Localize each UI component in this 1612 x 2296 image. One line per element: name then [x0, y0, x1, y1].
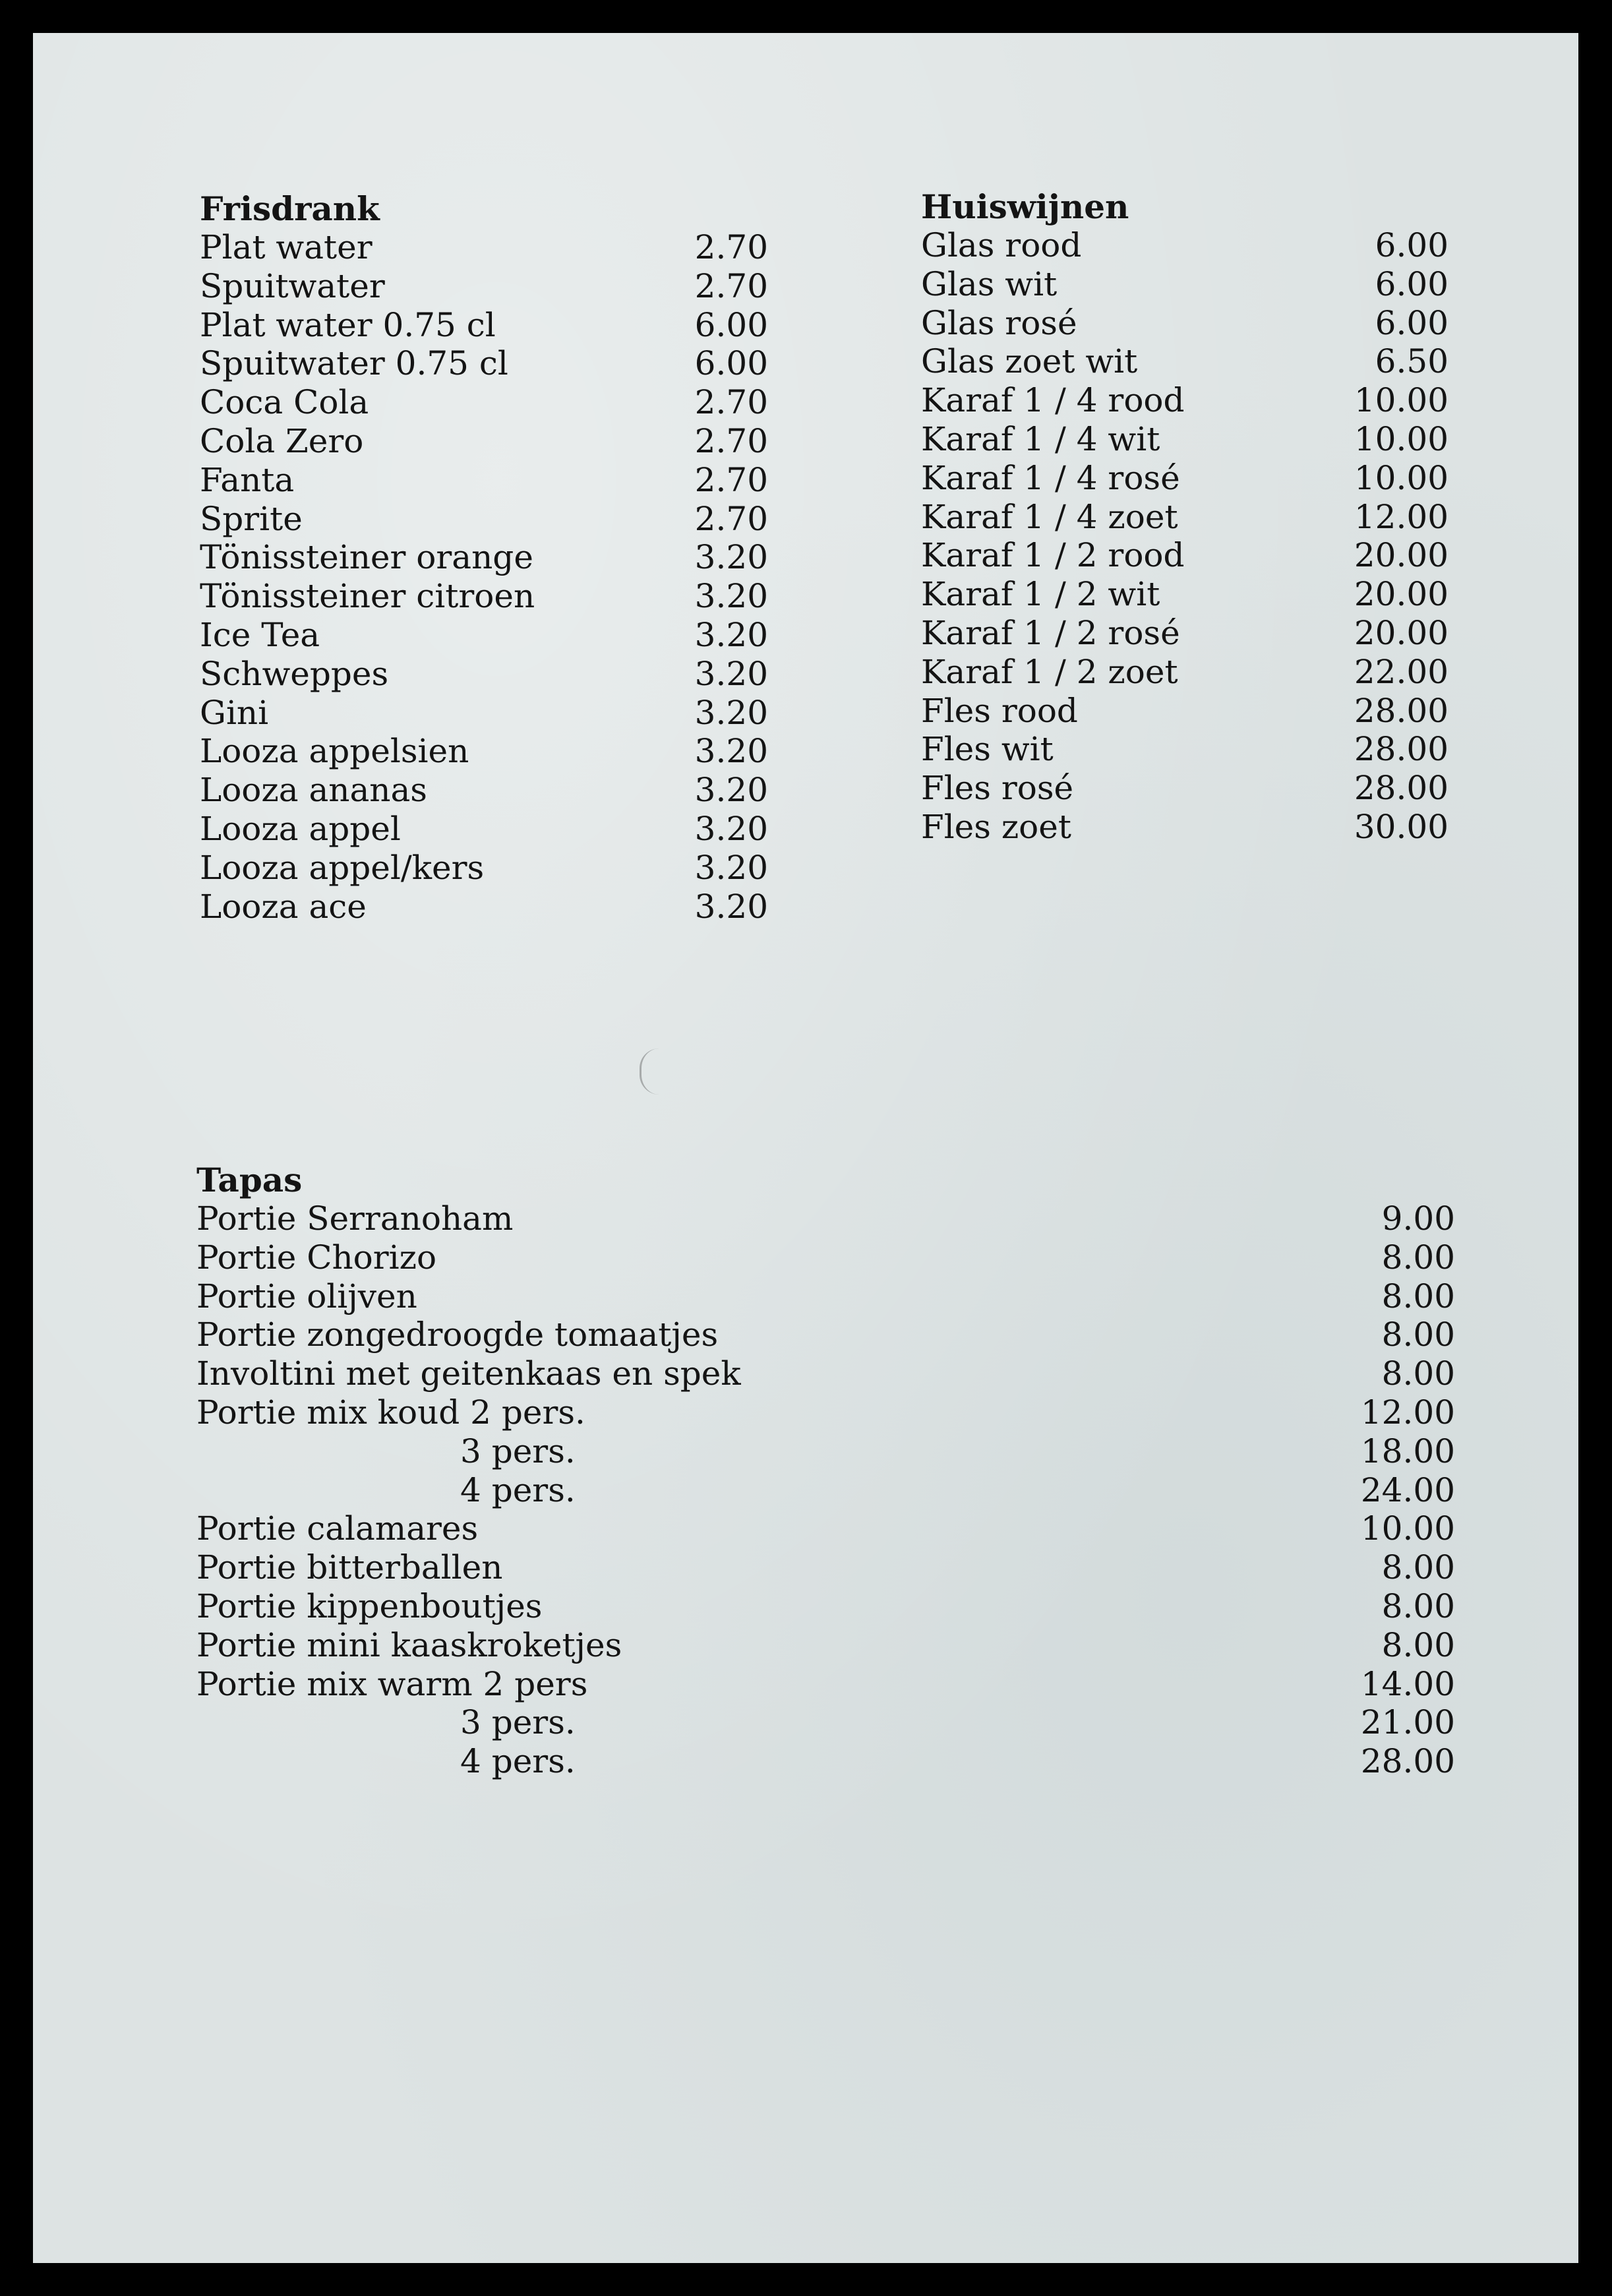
huiswijnen-list	[921, 226, 1448, 847]
item-name: Portie Chorizo	[196, 1238, 437, 1277]
item-price: 3.20	[694, 538, 768, 577]
item-name: Karaf 1 / 2 wit	[921, 575, 1160, 614]
item-name: 4 pers.	[460, 1742, 576, 1781]
item-name: Fles wit	[921, 730, 1054, 769]
frisdrank-item	[200, 888, 768, 926]
huiswijnen-item	[921, 420, 1448, 459]
item-name: 3 pers.	[460, 1432, 576, 1470]
item-price: 6.00	[694, 305, 768, 344]
huiswijnen-item	[921, 226, 1448, 265]
tapas-list	[196, 1199, 1455, 1781]
item-name: Schweppes	[200, 654, 389, 693]
item-name: Karaf 1 / 2 rosé	[921, 613, 1180, 652]
item-name: Involtini met geitenkaas en spek	[196, 1354, 741, 1393]
tapas-item	[196, 1432, 1455, 1471]
item-name: Portie mix koud 2 pers.	[196, 1393, 585, 1432]
item-price: 8.00	[1381, 1238, 1455, 1277]
item-price: 28.00	[1354, 730, 1448, 769]
item-name: Looza ace	[200, 887, 367, 926]
tapas-item	[196, 1587, 1455, 1626]
frisdrank-item	[200, 422, 768, 461]
item-name: Glas zoet wit	[921, 342, 1138, 381]
item-price: 24.00	[1360, 1470, 1455, 1509]
item-price: 20.00	[1354, 613, 1448, 652]
item-name: 4 pers.	[460, 1470, 576, 1509]
tapas-item	[196, 1238, 1455, 1277]
item-price: 9.00	[1381, 1199, 1455, 1238]
item-name: Portie Serranoham	[196, 1199, 514, 1238]
item-name: Portie mini kaaskroketjes	[196, 1625, 622, 1664]
item-name: 3 pers.	[460, 1703, 576, 1742]
item-price: 3.20	[694, 809, 768, 848]
frisdrank-heading: Frisdrank	[200, 189, 380, 228]
item-name: Karaf 1 / 4 wit	[921, 419, 1160, 458]
item-price: 3.20	[694, 577, 768, 616]
item-price: 30.00	[1354, 807, 1448, 846]
item-price: 3.20	[694, 654, 768, 693]
huiswijnen-item	[921, 342, 1448, 381]
tapas-item	[196, 1199, 1455, 1238]
huiswijnen-heading: Huiswijnen	[921, 187, 1129, 226]
item-name: Portie zongedroogde tomaatjes	[196, 1315, 719, 1354]
item-price: 3.20	[694, 615, 768, 654]
item-name: Sprite	[200, 499, 303, 538]
frisdrank-item	[200, 383, 768, 422]
item-name: Looza appel/kers	[200, 848, 485, 887]
tapas-item	[196, 1665, 1455, 1704]
item-price: 14.00	[1360, 1664, 1455, 1703]
item-price: 2.70	[694, 228, 768, 266]
item-price: 6.00	[1375, 264, 1448, 303]
item-price: 6.00	[1375, 226, 1448, 264]
item-price: 20.00	[1354, 575, 1448, 614]
item-name: Plat water	[200, 228, 373, 266]
frisdrank-item	[200, 500, 768, 539]
item-price: 12.00	[1360, 1393, 1455, 1432]
item-price: 10.00	[1354, 419, 1448, 458]
item-price: 3.20	[694, 771, 768, 810]
item-name: Ice Tea	[200, 615, 320, 654]
item-name: Karaf 1 / 2 rood	[921, 536, 1185, 575]
frisdrank-item	[200, 344, 768, 383]
item-price: 6.50	[1375, 342, 1448, 381]
tapas-item	[196, 1742, 1455, 1781]
item-name: Looza appelsien	[200, 732, 469, 771]
item-price: 3.20	[694, 732, 768, 771]
item-price: 18.00	[1360, 1432, 1455, 1470]
item-price: 2.70	[694, 499, 768, 538]
frisdrank-item	[200, 538, 768, 577]
frisdrank-item	[200, 616, 768, 655]
item-price: 6.00	[1375, 303, 1448, 342]
item-name: Tönissteiner orange	[200, 538, 533, 577]
tapas-heading: Tapas	[196, 1161, 303, 1199]
item-name: Gini	[200, 693, 269, 732]
tapas-item	[196, 1703, 1455, 1742]
item-name: Glas wit	[921, 264, 1058, 303]
item-name: Glas rosé	[921, 303, 1077, 342]
frisdrank-item	[200, 461, 768, 500]
frisdrank-item	[200, 267, 768, 306]
tapas-item	[196, 1315, 1455, 1354]
item-price: 3.20	[694, 887, 768, 926]
item-price: 2.70	[694, 460, 768, 499]
frisdrank-item	[200, 228, 768, 267]
huiswijnen-item	[921, 381, 1448, 420]
item-name: Looza appel	[200, 809, 401, 848]
item-price: 28.00	[1354, 769, 1448, 808]
tapas-item	[196, 1277, 1455, 1316]
item-name: Karaf 1 / 4 rosé	[921, 458, 1180, 497]
huiswijnen-item	[921, 498, 1448, 537]
item-price: 3.20	[694, 848, 768, 887]
item-name: Fles zoet	[921, 807, 1071, 846]
item-name: Portie bitterballen	[196, 1548, 503, 1587]
item-price: 8.00	[1381, 1586, 1455, 1625]
item-name: Plat water 0.75 cl	[200, 305, 496, 344]
huiswijnen-item	[921, 459, 1448, 498]
huiswijnen-item	[921, 304, 1448, 343]
tapas-item	[196, 1393, 1455, 1432]
item-name: Karaf 1 / 4 zoet	[921, 497, 1178, 536]
item-name: Portie kippenboutjes	[196, 1586, 543, 1625]
frisdrank-item	[200, 306, 768, 345]
item-name: Fles rosé	[921, 769, 1074, 808]
item-name: Coca Cola	[200, 383, 369, 422]
item-price: 20.00	[1354, 536, 1448, 575]
huiswijnen-item	[921, 692, 1448, 731]
frisdrank-item	[200, 655, 768, 694]
item-price: 8.00	[1381, 1548, 1455, 1587]
huiswijnen-item	[921, 769, 1448, 808]
huiswijnen-item	[921, 730, 1448, 769]
tapas-item	[196, 1509, 1455, 1548]
item-name: Looza ananas	[200, 771, 427, 810]
frisdrank-item	[200, 771, 768, 810]
huiswijnen-item	[921, 614, 1448, 653]
item-name: Glas rood	[921, 226, 1082, 264]
item-price: 10.00	[1360, 1509, 1455, 1548]
item-price: 8.00	[1381, 1625, 1455, 1664]
item-price: 2.70	[694, 266, 768, 305]
huiswijnen-item	[921, 808, 1448, 847]
item-price: 8.00	[1381, 1315, 1455, 1354]
item-price: 28.00	[1354, 691, 1448, 730]
item-name: Spuitwater	[200, 266, 385, 305]
item-name: Portie olijven	[196, 1277, 417, 1315]
menu-page	[33, 33, 1578, 2263]
huiswijnen-item	[921, 536, 1448, 575]
huiswijnen-item	[921, 265, 1448, 304]
tapas-item	[196, 1548, 1455, 1587]
frisdrank-item	[200, 694, 768, 733]
item-name: Fanta	[200, 460, 295, 499]
item-price: 21.00	[1360, 1703, 1455, 1742]
huiswijnen-item	[921, 575, 1448, 614]
item-price: 3.20	[694, 693, 768, 732]
item-name: Karaf 1 / 2 zoet	[921, 652, 1178, 691]
frisdrank-item	[200, 732, 768, 771]
item-name: Tönissteiner citroen	[200, 577, 535, 616]
huiswijnen-item	[921, 653, 1448, 692]
item-name: Cola Zero	[200, 421, 364, 460]
item-price: 10.00	[1354, 381, 1448, 420]
item-price: 10.00	[1354, 458, 1448, 497]
item-price: 2.70	[694, 383, 768, 422]
tapas-item	[196, 1471, 1455, 1510]
item-price: 22.00	[1354, 652, 1448, 691]
item-price: 6.00	[694, 344, 768, 383]
item-price: 12.00	[1354, 497, 1448, 536]
item-name: Fles rood	[921, 691, 1078, 730]
item-name: Portie mix warm 2 pers	[196, 1664, 588, 1703]
frisdrank-item	[200, 849, 768, 888]
tapas-item	[196, 1354, 1455, 1393]
item-price: 8.00	[1381, 1277, 1455, 1315]
tapas-item	[196, 1626, 1455, 1665]
item-name: Karaf 1 / 4 rood	[921, 381, 1185, 420]
frisdrank-item	[200, 810, 768, 849]
item-price: 2.70	[694, 421, 768, 460]
frisdrank-item	[200, 577, 768, 616]
paper-mark	[640, 1048, 661, 1095]
item-name: Portie calamares	[196, 1509, 479, 1548]
item-price: 28.00	[1360, 1742, 1455, 1781]
item-price: 8.00	[1381, 1354, 1455, 1393]
item-name: Spuitwater 0.75 cl	[200, 344, 508, 383]
frisdrank-list	[200, 228, 768, 926]
